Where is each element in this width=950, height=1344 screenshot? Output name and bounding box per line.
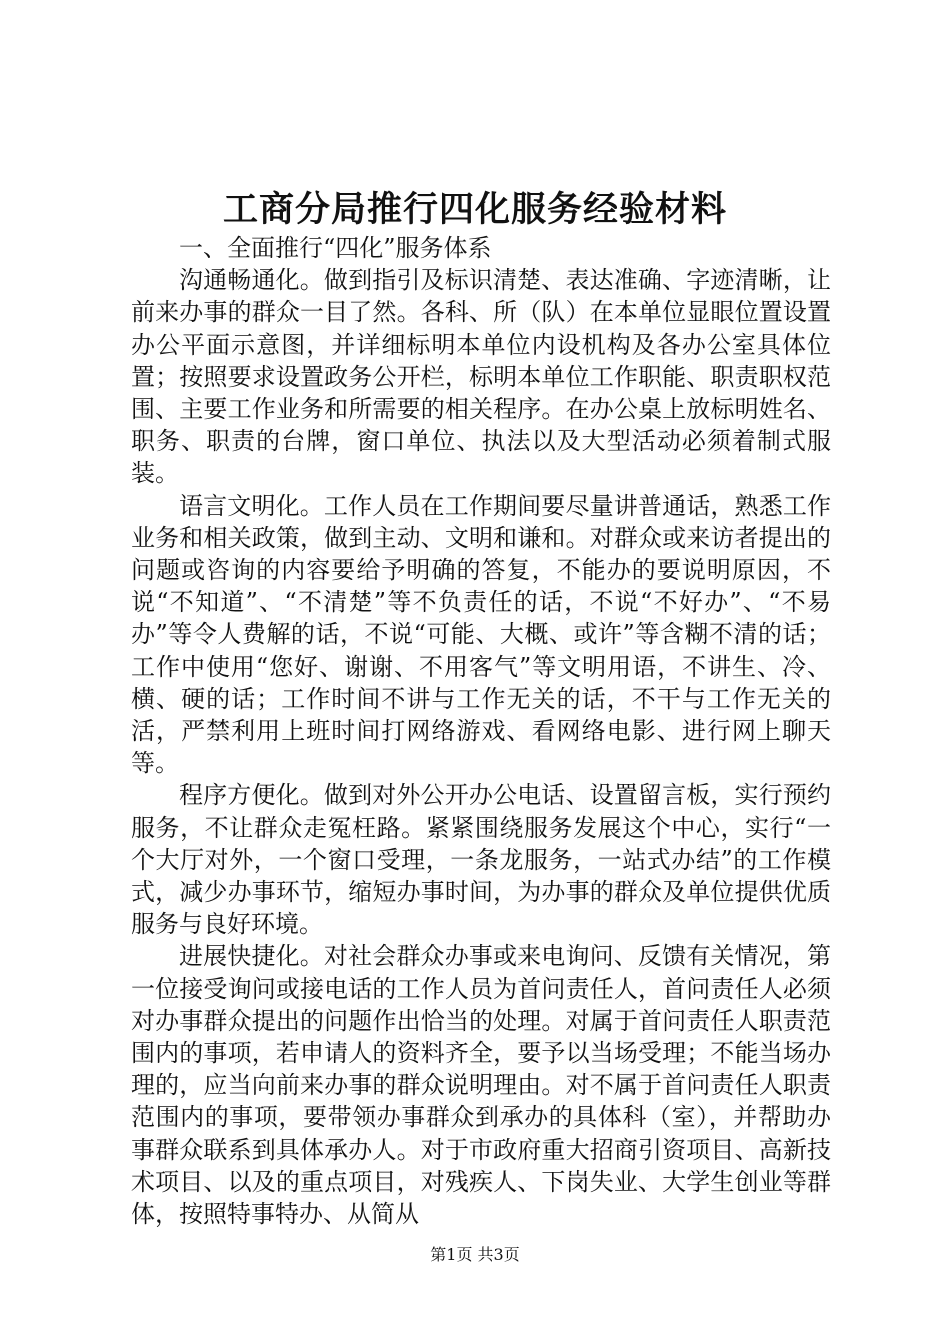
section-heading: 一、全面推行“四化”服务体系	[179, 234, 492, 262]
page-footer: 第1页 共3页	[430, 1245, 520, 1264]
document-body	[131, 232, 831, 1230]
paragraph-language: 语言文明化。工作人员在工作期间要尽量讲普通话，熟悉工作业务和相关政策，做到主动、文明和谦和。对群众或来访者提出的问题或咨询的内容要给予明确的答复，不能办的要说明原因，不说“不知道”、“不清楚”等不负责任的话，不说“不好办”、“不易办”等令人费解的话，不说“可能、大概、或许”等含糊不清的话；工作中使用“您好、谢谢、不用客气”等文明用语，不讲生、冷、横、硬的话；工作时间不讲与工作无关的话，不干与工作无关的活，严禁利用上班时间打网络游戏、看网络电影、进行网上聊天等。	[131, 491, 831, 778]
paragraph-procedure: 程序方便化。做到对外公开办公电话、设置留言板，实行预约服务，不让群众走冤枉路。紧紧围绕服务发展这个中心，实行“一个大厅对外，一个窗口受理，一条龙服务，一站式办结”的工作模式，减少办事环节，缩短办事时间，为办事的群众及单位提供优质服务与良好环境。	[131, 781, 831, 939]
paragraph-progress: 进展快捷化。对社会群众办事或来电询问、反馈有关情况，第一位接受询问或接电话的工作人员为首问责任人，首问责任人必须对办事群众提出的问题作出恰当的处理。对属于首问责任人职责范围内的事项，若申请人的资料齐全，要予以当场受理；不能当场办理的，应当向前来办事的群众说明理由。对不属于首问责任人职责范围内的事项，要带领办事群众到承办的具体科（室），并帮助办事群众联系到具体承办人。对于市政府重大招商引资项目、高新技术项目、以及的重点项目，对残疾人、下岗失业、大学生创业等群体，按照特事特办、从简从	[131, 942, 831, 1229]
document-title: 工商分局推行四化服务经验材料	[222, 189, 727, 230]
paragraph-communication: 沟通畅通化。做到指引及标识清楚、表达准确、字迹清晰，让前来办事的群众一目了然。各科、所（队）在本单位显眼位置设置办公平面示意图，并详细标明本单位内设机构及各办公室具体位置；按照要求设置政务公开栏，标明本单位工作职能、职责职权范围、主要工作业务和所需要的相关程序。在办公桌上放标明姓名、职务、职责的台牌，窗口单位、执法以及大型活动必须着制式服装。	[131, 266, 831, 488]
